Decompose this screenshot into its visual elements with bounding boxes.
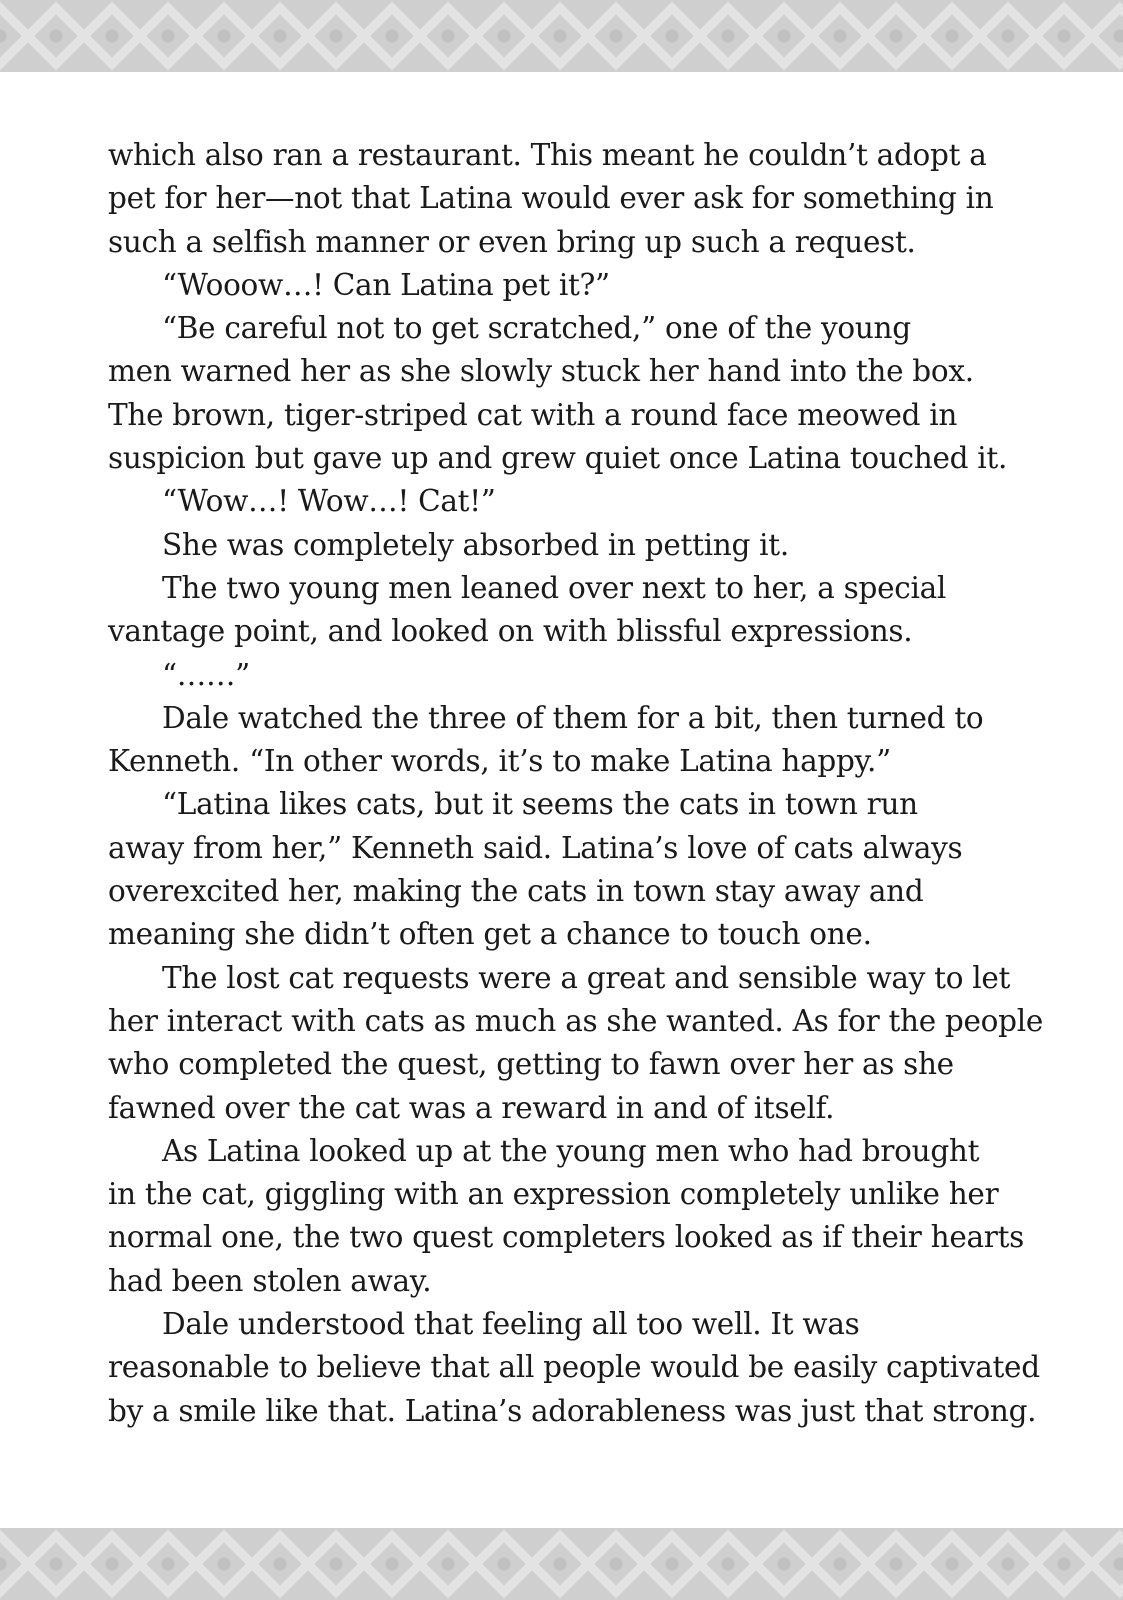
text-line: men warned her as she slowly stuck her hand into the box. (108, 354, 974, 389)
text-line: “Be careful not to get scratched,” one of the young (162, 311, 911, 346)
bottom-decorative-border (0, 1528, 1123, 1600)
text-line: vantage point, and looked on with blissful expressions. (108, 614, 913, 649)
text-line: fawned over the cat was a reward in and of itself. (108, 1090, 835, 1125)
text-line: Dale understood that feeling all too well. It was (162, 1307, 860, 1342)
text-line: away from her,” Kenneth said. Latina’s love of cats always (108, 830, 963, 865)
text-line: by a smile like that. Latina’s adorableness was just that strong. (108, 1393, 1037, 1428)
text-line: overexcited her, making the cats in town stay away and (108, 874, 924, 909)
text-line: normal one, the two quest completers looked as if their hearts (108, 1220, 1024, 1255)
text-line: As Latina looked up at the young men who had brought (162, 1133, 980, 1168)
text-line: “Latina likes cats, but it seems the cats in town run (162, 787, 918, 822)
text-line: The two young men leaned over next to her, a special (162, 570, 947, 605)
text-line: reasonable to believe that all people would be easily captivated (108, 1350, 1040, 1385)
top-decorative-border (0, 0, 1123, 72)
text-line: such a selfish manner or even bring up such a request. (108, 224, 916, 259)
text-line: The lost cat requests were a great and sensible way to let (162, 960, 1011, 995)
text-line: who completed the quest, getting to fawn over her as she (108, 1047, 954, 1082)
text-line: suspicion but gave up and grew quiet once Latina touched it. (108, 441, 1008, 476)
text-line: “Wooow…! Can Latina pet it?” (162, 267, 610, 302)
text-line: The brown, tiger-striped cat with a round face meowed in (108, 397, 958, 432)
page-body-text (108, 134, 1044, 1433)
text-line: Dale watched the three of them for a bit, then turned to (162, 700, 984, 735)
text-line: “……” (162, 657, 250, 692)
text-line: Kenneth. “In other words, it’s to make Latina happy.” (108, 744, 891, 779)
text-line: her interact with cats as much as she wanted. As for the people (108, 1003, 1044, 1038)
text-line: which also ran a restaurant. This meant he couldn’t adopt a (108, 138, 987, 172)
text-line: had been stolen away. (108, 1263, 432, 1298)
text-line: She was completely absorbed in petting it. (162, 527, 789, 562)
text-line: meaning she didn’t often get a chance to touch one. (108, 917, 872, 952)
text-line: in the cat, giggling with an expression completely unlike her (108, 1177, 999, 1212)
text-line: “Wow…! Wow…! Cat!” (162, 484, 496, 519)
text-line: pet for her—not that Latina would ever ask for something in (108, 181, 994, 216)
